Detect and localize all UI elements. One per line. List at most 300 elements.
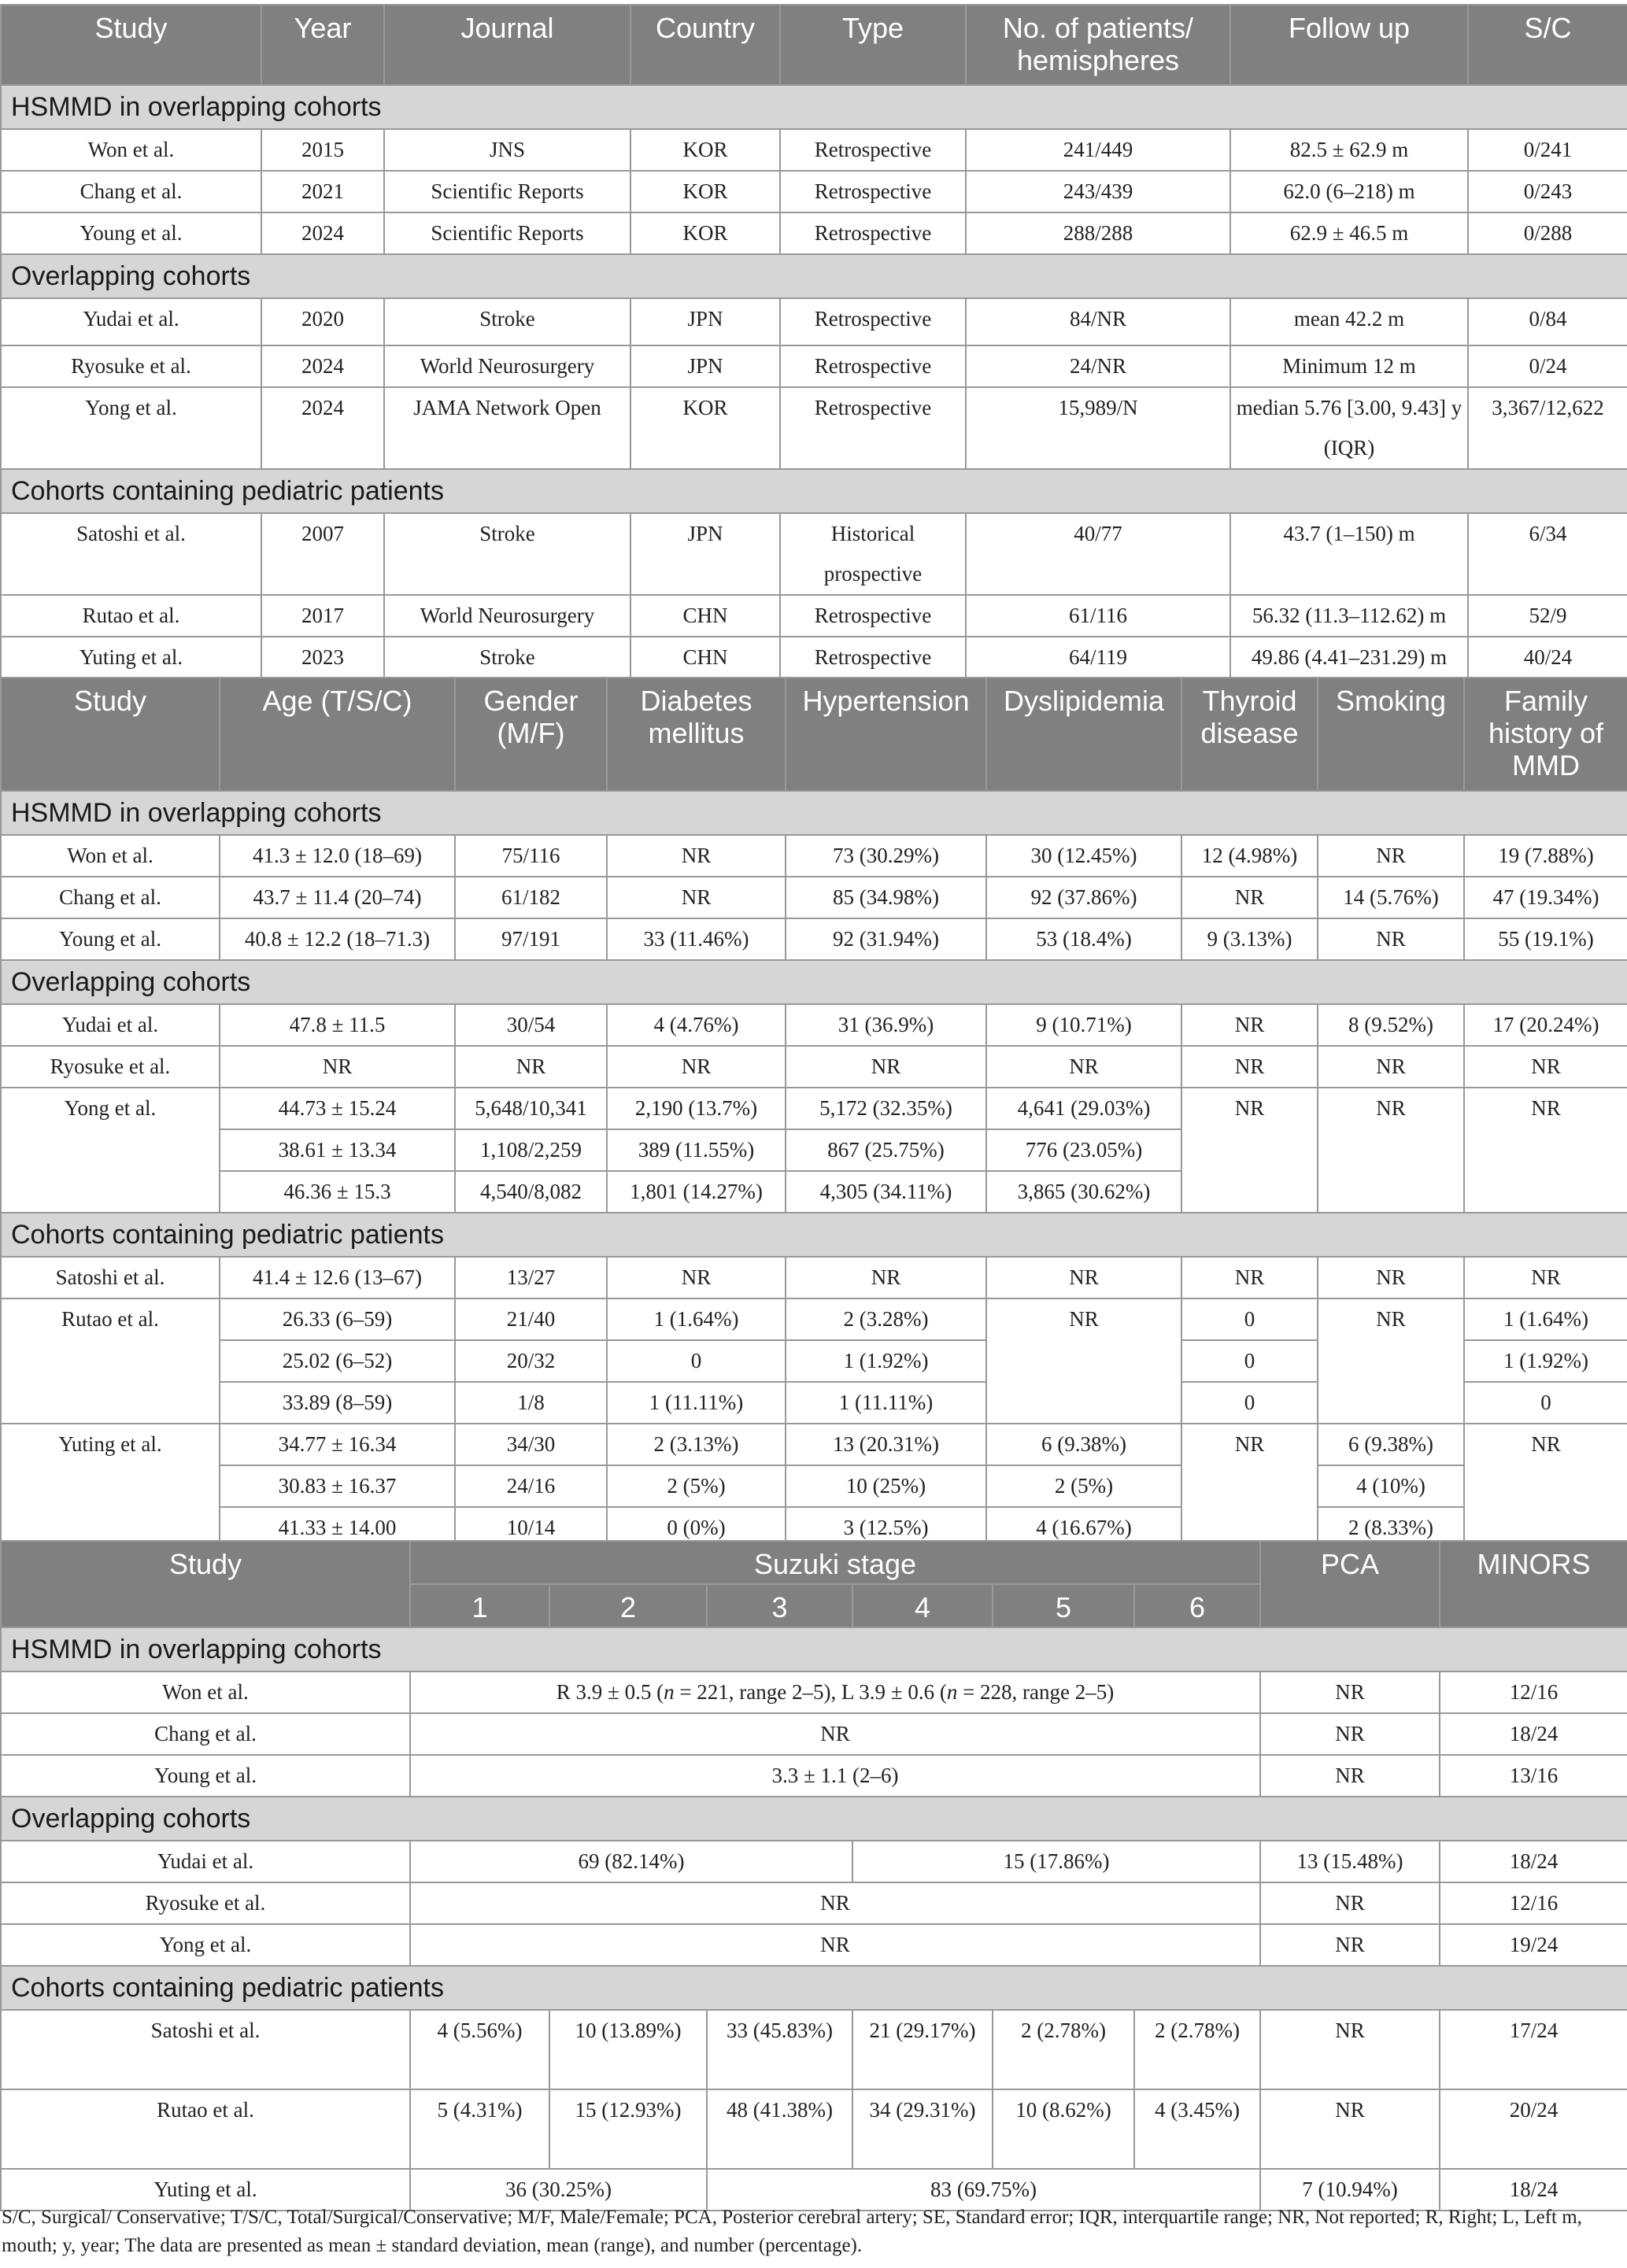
cell: Rutao et al. (1, 595, 261, 637)
cell: Stroke (384, 513, 630, 595)
cell: NR (410, 1882, 1260, 1924)
section-title: HSMMD in overlapping cohorts (1, 791, 1627, 835)
cell: Satoshi et al. (1, 513, 261, 595)
cell: NR (1464, 1088, 1627, 1213)
cell: 10/14 (455, 1507, 607, 1549)
table-row (1, 1298, 1627, 1340)
cell: NR (986, 1298, 1181, 1424)
cell: 1 (11.11%) (786, 1382, 986, 1424)
cell: 5,172 (32.35%) (786, 1088, 986, 1129)
cell: 1 (1.92%) (786, 1340, 986, 1382)
section-title: Overlapping cohorts (1, 254, 1627, 298)
cell: NR (1260, 1713, 1440, 1755)
cell: 2 (5%) (986, 1465, 1181, 1507)
cell: World Neurosurgery (384, 345, 630, 387)
cell: Retrospective (780, 298, 966, 345)
cell: median 5.76 [3.00, 9.43] y (IQR) (1230, 387, 1468, 469)
header-follow-up: Follow up (1230, 5, 1468, 85)
table-row (1, 1257, 1627, 1298)
table-row (1, 2010, 1627, 2089)
cell: 2023 (261, 637, 384, 678)
cell: 97/191 (455, 918, 607, 960)
cell: Retrospective (780, 345, 966, 387)
cell: 61/116 (966, 595, 1230, 637)
cell: 38.61 ± 13.34 (220, 1129, 455, 1171)
header-diabetes: Diabetes mellitus (607, 678, 786, 791)
header-dyslipidemia: Dyslipidemia (986, 678, 1181, 791)
cell: NR (1181, 1088, 1318, 1213)
cell: 84/NR (966, 298, 1230, 345)
cell: 14 (5.76%) (1318, 877, 1464, 918)
cell: Stroke (384, 637, 630, 678)
cell: 3,367/12,622 (1468, 387, 1627, 469)
table-row (1, 1465, 1627, 1507)
cell-text: R 3.9 ± 0.5 ( (556, 1680, 664, 1704)
cell: 40/24 (1468, 637, 1627, 678)
cell: 40/77 (966, 513, 1230, 595)
cell: 21/40 (455, 1298, 607, 1340)
cell: 0 (0%) (607, 1507, 786, 1549)
cell: 18/24 (1440, 1713, 1627, 1755)
header-age: Age (T/S/C) (220, 678, 455, 791)
cell: 85 (34.98%) (786, 877, 986, 918)
cell: 15 (17.86%) (852, 1841, 1260, 1882)
header-study: Study (1, 5, 261, 85)
cell: 20/32 (455, 1340, 607, 1382)
table-row (1, 835, 1627, 877)
cell: 69 (82.14%) (410, 1841, 852, 1882)
cell: 61/182 (455, 877, 607, 918)
cell: 3,865 (30.62%) (986, 1171, 1181, 1213)
cell: NR (786, 1257, 986, 1298)
section-title: Cohorts containing pediatric patients (1, 1966, 1627, 2010)
cell: 4,305 (34.11%) (786, 1171, 986, 1213)
cell: NR (1181, 1257, 1318, 1298)
table-row (1, 129, 1627, 171)
cell: 24/16 (455, 1465, 607, 1507)
cell: 19/24 (1440, 1924, 1627, 1966)
cell: 2024 (261, 387, 384, 469)
cell: 2,190 (13.7%) (607, 1088, 786, 1129)
cell: 49.86 (4.41–231.29) m (1230, 637, 1468, 678)
cell: Yuting et al. (1, 2169, 410, 2211)
cell: 1,801 (14.27%) (607, 1171, 786, 1213)
cell: NR (607, 1257, 786, 1298)
cell: NR (1181, 1046, 1318, 1088)
cell: 44.73 ± 15.24 (220, 1088, 455, 1129)
cell: 288/288 (966, 212, 1230, 254)
cell: 5 (4.31%) (410, 2089, 549, 2169)
cell: NR (220, 1046, 455, 1088)
cell: NR (410, 1924, 1260, 1966)
cell: NR (1318, 1088, 1464, 1213)
cell: Young et al. (1, 918, 220, 960)
header-year: Year (261, 5, 384, 85)
table-row (1, 877, 1627, 918)
cell: NR (1464, 1257, 1627, 1298)
cell: 18/24 (1440, 1841, 1627, 1882)
cell: 20/24 (1440, 2089, 1627, 2169)
cell: 4 (5.56%) (410, 2010, 549, 2089)
cell: 17/24 (1440, 2010, 1627, 2089)
cell: 15 (12.93%) (549, 2089, 707, 2169)
cell: Ryosuke et al. (1, 1882, 410, 1924)
n-symbol: n (664, 1680, 675, 1704)
cell: NR (1260, 1671, 1440, 1713)
cell: 2024 (261, 212, 384, 254)
table-row (1, 1841, 1627, 1882)
cell: 2020 (261, 298, 384, 345)
n-symbol: n (946, 1680, 958, 1704)
cell: 62.9 ± 46.5 m (1230, 212, 1468, 254)
header-study: Study (1, 1541, 410, 1627)
cell: 2 (8.33%) (1318, 1507, 1464, 1549)
suzuki-stage-table (0, 1540, 1627, 2211)
cell: 0 (1464, 1382, 1627, 1424)
cell: KOR (630, 129, 780, 171)
cell: Retrospective (780, 387, 966, 469)
header-stage-4: 4 (852, 1584, 993, 1627)
cell: 10 (8.62%) (993, 2089, 1134, 2169)
patient-characteristics-table (0, 677, 1627, 1550)
cell-text: = 228, range 2–5) (957, 1680, 1115, 1704)
cell: Historical prospective (780, 513, 966, 595)
cell: 13 (20.31%) (786, 1424, 986, 1465)
cell: 26.33 (6–59) (220, 1298, 455, 1340)
cell: 0/84 (1468, 298, 1627, 345)
cell: NR (1260, 1924, 1440, 1966)
cell: NR (607, 835, 786, 877)
cell: Won et al. (1, 1671, 410, 1713)
header-stage-5: 5 (993, 1584, 1134, 1627)
cell: NR (410, 1713, 1260, 1755)
cell: 41.3 ± 12.0 (18–69) (220, 835, 455, 877)
cell: Ryosuke et al. (1, 345, 261, 387)
cell: 47 (19.34%) (1464, 877, 1627, 918)
cell: 1 (1.92%) (1464, 1340, 1627, 1382)
cell: NR (986, 1046, 1181, 1088)
cell: Chang et al. (1, 877, 220, 918)
cell: Retrospective (780, 171, 966, 212)
header-type: Type (780, 5, 966, 85)
cell: NR (986, 1257, 1181, 1298)
cell: Young et al. (1, 1755, 410, 1797)
cell: 2 (2.78%) (993, 2010, 1134, 2089)
cell: JAMA Network Open (384, 387, 630, 469)
cell: 2021 (261, 171, 384, 212)
cell: 3.3 ± 1.1 (2–6) (410, 1755, 1260, 1797)
header-pca: PCA (1260, 1541, 1440, 1627)
cell: 2 (3.28%) (786, 1298, 986, 1340)
cell: 4,540/8,082 (455, 1171, 607, 1213)
cell: 15,989/N (966, 387, 1230, 469)
cell: 55 (19.1%) (1464, 918, 1627, 960)
header-stage-1: 1 (410, 1584, 549, 1627)
cell: Yong et al. (1, 1924, 410, 1966)
cell: 13/27 (455, 1257, 607, 1298)
cell: 47.8 ± 11.5 (220, 1004, 455, 1046)
cell: Yuting et al. (1, 1424, 220, 1549)
header-thyroid: Thyroid disease (1181, 678, 1318, 791)
cell: JPN (630, 345, 780, 387)
table-row (1, 1088, 1627, 1129)
cell: KOR (630, 171, 780, 212)
cell: 64/119 (966, 637, 1230, 678)
cell: 8 (9.52%) (1318, 1004, 1464, 1046)
cell: 2 (2.78%) (1134, 2010, 1260, 2089)
header-study: Study (1, 678, 220, 791)
cell: JPN (630, 513, 780, 595)
table-row (1, 212, 1627, 254)
table-row (1, 637, 1627, 678)
cell: NR (455, 1046, 607, 1088)
cell: 9 (10.71%) (986, 1004, 1181, 1046)
cell: 34 (29.31%) (852, 2089, 993, 2169)
section-title: HSMMD in overlapping cohorts (1, 1627, 1627, 1671)
cell: 2017 (261, 595, 384, 637)
cell: NR (1181, 877, 1318, 918)
cell: 389 (11.55%) (607, 1129, 786, 1171)
table-row (1, 1924, 1627, 1966)
cell: Won et al. (1, 835, 220, 877)
cell: Chang et al. (1, 171, 261, 212)
section-title: Overlapping cohorts (1, 1797, 1627, 1841)
cell: 30.83 ± 16.37 (220, 1465, 455, 1507)
cell: 40.8 ± 12.2 (18–71.3) (220, 918, 455, 960)
cell: NR (607, 877, 786, 918)
cell: NR (1260, 1755, 1440, 1797)
cell: Scientific Reports (384, 171, 630, 212)
cell: 4 (10%) (1318, 1465, 1464, 1507)
cell: Yong et al. (1, 387, 261, 469)
cell: NR (1181, 1004, 1318, 1046)
cell: 46.36 ± 15.3 (220, 1171, 455, 1213)
cell: Minimum 12 m (1230, 345, 1468, 387)
table-row (1, 298, 1627, 345)
cell: 41.4 ± 12.6 (13–67) (220, 1257, 455, 1298)
cell: NR (607, 1046, 786, 1088)
cell: Yuting et al. (1, 637, 261, 678)
cell: 867 (25.75%) (786, 1129, 986, 1171)
cell: 2 (3.13%) (607, 1424, 786, 1465)
cell: NR (1181, 1424, 1318, 1549)
cell: NR (1260, 1882, 1440, 1924)
cell: Yong et al. (1, 1088, 220, 1213)
cell-text: = 221, range 2–5), L 3.9 ± 0.6 ( (674, 1680, 947, 1704)
cell: Retrospective (780, 595, 966, 637)
table-row (1, 918, 1627, 960)
cell: 5,648/10,341 (455, 1088, 607, 1129)
header-suzuki-stage: Suzuki stage (410, 1541, 1260, 1584)
cell: CHN (630, 595, 780, 637)
cell: 53 (18.4%) (986, 918, 1181, 960)
header-minors: MINORS (1440, 1541, 1627, 1627)
cell (410, 1671, 1260, 1713)
cell: 0 (1181, 1298, 1318, 1340)
cell: 1/8 (455, 1382, 607, 1424)
table-row (1, 513, 1627, 595)
cell: Retrospective (780, 212, 966, 254)
cell: 13 (15.48%) (1260, 1841, 1440, 1882)
header-family-history: Family history of MMD (1464, 678, 1627, 791)
header-sc: S/C (1468, 5, 1627, 85)
cell: 4,641 (29.03%) (986, 1088, 1181, 1129)
cell: NR (1464, 1424, 1627, 1549)
cell: 0 (1181, 1382, 1318, 1424)
cell: 776 (23.05%) (986, 1129, 1181, 1171)
cell: 1 (1.64%) (1464, 1298, 1627, 1340)
cell: Stroke (384, 298, 630, 345)
cell: 25.02 (6–52) (220, 1340, 455, 1382)
header-stage-3: 3 (707, 1584, 852, 1627)
cell: JNS (384, 129, 630, 171)
cell: CHN (630, 637, 780, 678)
cell: 4 (3.45%) (1134, 2089, 1260, 2169)
cell: 6 (9.38%) (986, 1424, 1181, 1465)
cell: 6/34 (1468, 513, 1627, 595)
cell: Yudai et al. (1, 298, 261, 345)
cell: 31 (36.9%) (786, 1004, 986, 1046)
table-footnote: S/C, Surgical/ Conservative; T/S/C, Total/Surgical/Conservative; M/F, Male/Female; PCA, Posterior cerebral artery; SE, Standard error; IQR, interquartile range; NR, Not reported; R, Right; L, Left m, mouth; y, year; The data are presented as mean ± standard deviation, mean (range), and number (percentage). (2, 2207, 1582, 2256)
cell: NR (1464, 1046, 1627, 1088)
cell: 18/24 (1440, 2169, 1627, 2211)
cell: 1,108/2,259 (455, 1129, 607, 1171)
cell: JPN (630, 298, 780, 345)
cell: 12 (4.98%) (1181, 835, 1318, 877)
header-gender: Gender (M/F) (455, 678, 607, 791)
header-hypertension: Hypertension (786, 678, 986, 791)
cell: 0/24 (1468, 345, 1627, 387)
cell: 0/243 (1468, 171, 1627, 212)
table-row (1, 171, 1627, 212)
cell: 83 (69.75%) (707, 2169, 1260, 2211)
table-row (1, 1755, 1627, 1797)
table-row (1, 1882, 1627, 1924)
cell: 2024 (261, 345, 384, 387)
cell: 43.7 (1–150) m (1230, 513, 1468, 595)
cell: NR (786, 1046, 986, 1088)
cell: 1 (1.64%) (607, 1298, 786, 1340)
cell: 52/9 (1468, 595, 1627, 637)
cell: 12/16 (1440, 1882, 1627, 1924)
cell: 19 (7.88%) (1464, 835, 1627, 877)
cell: 24/NR (966, 345, 1230, 387)
cell: 56.32 (11.3–112.62) m (1230, 595, 1468, 637)
cell: 43.7 ± 11.4 (20–74) (220, 877, 455, 918)
section-title: Cohorts containing pediatric patients (1, 1213, 1627, 1257)
cell: 0 (607, 1340, 786, 1382)
section-title: HSMMD in overlapping cohorts (1, 85, 1627, 129)
table-row (1, 345, 1627, 387)
cell: 6 (9.38%) (1318, 1424, 1464, 1465)
table-row (1, 387, 1627, 469)
cell: Young et al. (1, 212, 261, 254)
cell: 0/241 (1468, 129, 1627, 171)
section-title: Overlapping cohorts (1, 960, 1627, 1004)
cell: 4 (4.76%) (607, 1004, 786, 1046)
cell: Yudai et al. (1, 1004, 220, 1046)
cell: NR (1318, 1257, 1464, 1298)
cell: 73 (30.29%) (786, 835, 986, 877)
section-title: Cohorts containing pediatric patients (1, 469, 1627, 513)
cell: 30/54 (455, 1004, 607, 1046)
cell: 0/288 (1468, 212, 1627, 254)
table-row (1, 595, 1627, 637)
header-stage-2: 2 (549, 1584, 707, 1627)
table-row (1, 1424, 1627, 1465)
cell: 36 (30.25%) (410, 2169, 707, 2211)
cell: 2007 (261, 513, 384, 595)
header-smoking: Smoking (1318, 678, 1464, 791)
header-stage-6: 6 (1134, 1584, 1260, 1627)
cell: KOR (630, 212, 780, 254)
cell: Yudai et al. (1, 1841, 410, 1882)
cell: NR (1318, 918, 1464, 960)
cell: NR (1318, 1298, 1464, 1424)
cell: 34.77 ± 16.34 (220, 1424, 455, 1465)
cell: 41.33 ± 14.00 (220, 1507, 455, 1549)
cell: 2015 (261, 129, 384, 171)
cell: NR (1260, 2089, 1440, 2169)
cell: 62.0 (6–218) m (1230, 171, 1468, 212)
cell: mean 42.2 m (1230, 298, 1468, 345)
cell: KOR (630, 387, 780, 469)
cell: Satoshi et al. (1, 2010, 410, 2089)
cell: 92 (31.94%) (786, 918, 986, 960)
cell: 10 (13.89%) (549, 2010, 707, 2089)
cell: NR (1318, 835, 1464, 877)
cell: 241/449 (966, 129, 1230, 171)
cell: NR (1318, 1046, 1464, 1088)
cell: 33 (11.46%) (607, 918, 786, 960)
cell: 12/16 (1440, 1671, 1627, 1713)
cell: 34/30 (455, 1424, 607, 1465)
header-country: Country (630, 5, 780, 85)
cell: 17 (20.24%) (1464, 1004, 1627, 1046)
table-row (1, 1713, 1627, 1755)
header-journal: Journal (384, 5, 630, 85)
cell: 48 (41.38%) (707, 2089, 852, 2169)
table-row (1, 1004, 1627, 1046)
cell: 0 (1181, 1340, 1318, 1382)
cell: 92 (37.86%) (986, 877, 1181, 918)
cell: Ryosuke et al. (1, 1046, 220, 1088)
cell: Rutao et al. (1, 1298, 220, 1424)
cell: World Neurosurgery (384, 595, 630, 637)
cell: 21 (29.17%) (852, 2010, 993, 2089)
cell: Scientific Reports (384, 212, 630, 254)
cell: Satoshi et al. (1, 1257, 220, 1298)
cell: Retrospective (780, 637, 966, 678)
cell: 82.5 ± 62.9 m (1230, 129, 1468, 171)
cell: 33.89 (8–59) (220, 1382, 455, 1424)
cell: Retrospective (780, 129, 966, 171)
cell: 30 (12.45%) (986, 835, 1181, 877)
cell: 243/439 (966, 171, 1230, 212)
cell: 75/116 (455, 835, 607, 877)
table-row (1, 1671, 1627, 1713)
table-row (1, 1046, 1627, 1088)
cell: 10 (25%) (786, 1465, 986, 1507)
cell: 9 (3.13%) (1181, 918, 1318, 960)
cell: 1 (11.11%) (607, 1382, 786, 1424)
cell: 4 (16.67%) (986, 1507, 1181, 1549)
cell: 13/16 (1440, 1755, 1627, 1797)
cell: Rutao et al. (1, 2089, 410, 2169)
cell: 7 (10.94%) (1260, 2169, 1440, 2211)
cell: 2 (5%) (607, 1465, 786, 1507)
header-patients-hemispheres: No. of patients/ hemispheres (966, 5, 1230, 85)
